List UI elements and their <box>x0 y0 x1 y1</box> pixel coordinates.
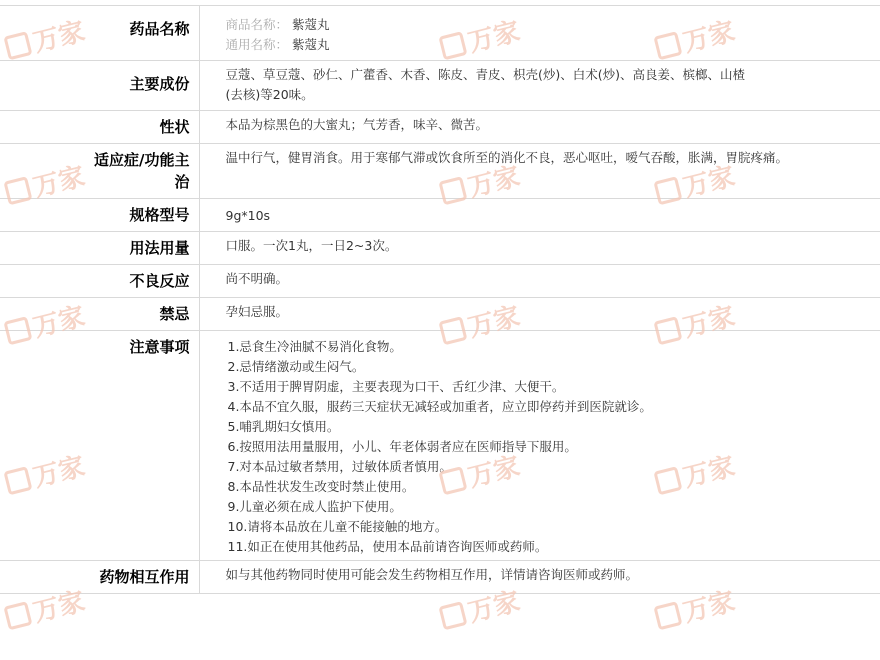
label-indications <box>0 144 199 199</box>
row-usage <box>0 232 880 265</box>
watermark-text: 万家 <box>680 300 738 343</box>
row-properties <box>0 111 880 144</box>
label-adverse: 不良反应 <box>0 265 199 298</box>
value-properties: 本品为棕黑色的大蜜丸；气芳香，味辛、微苦。 <box>199 111 880 144</box>
watermark-text: 万家 <box>30 585 88 628</box>
label-drug-name: 药品名称 <box>0 6 199 61</box>
label-contraindications: 禁忌 <box>0 298 199 331</box>
value-drug-name <box>199 6 880 61</box>
watermark-text: 万家 <box>680 585 738 628</box>
row-contraindications <box>0 298 880 331</box>
row-ingredients <box>0 61 880 111</box>
row-interactions <box>0 561 880 594</box>
label-usage: 用法用量 <box>0 232 199 265</box>
generic-name-value: 紫蔻丸 <box>292 37 330 52</box>
precaution-item: 4.本品不宜久服，服药三天症状无减轻或加重者，应立即停药并到医院就诊。 <box>227 399 652 414</box>
label-properties: 性状 <box>0 111 199 144</box>
label-ingredients: 主要成份 <box>0 61 199 111</box>
precaution-item: 3.不适用于脾胃阴虚，主要表现为口干、舌红少津、大便干。 <box>227 379 565 394</box>
watermark-mark-icon <box>3 601 32 630</box>
generic-name-key: 通用名称： <box>225 37 289 52</box>
row-precautions <box>0 331 880 561</box>
row-spec <box>0 199 880 232</box>
precaution-item: 11.如正在使用其他药品，使用本品前请咨询医师或药师。 <box>227 539 548 554</box>
watermark-text: 万家 <box>465 15 523 58</box>
watermark-text: 万家 <box>30 300 88 343</box>
trade-name-line <box>226 15 871 35</box>
precaution-item: 10.请将本品放在儿童不能接触的地方。 <box>227 519 448 534</box>
value-usage: 口服。一次1丸，一日2~3次。 <box>199 232 880 265</box>
value-interactions: 如与其他药物同时使用可能会发生药物相互作用，详情请咨询医师或药师。 <box>199 561 880 594</box>
precaution-item: 9.儿童必须在成人监护下使用。 <box>227 499 402 514</box>
precaution-item: 8.本品性状发生改变时禁止使用。 <box>227 479 415 494</box>
watermark-text: 万家 <box>30 160 88 203</box>
value-spec: 9g*10s <box>199 199 880 232</box>
watermark-text: 万家 <box>465 300 523 343</box>
watermark-text: 万家 <box>465 585 523 628</box>
row-indications <box>0 144 880 199</box>
value-adverse: 尚不明确。 <box>199 265 880 298</box>
value-ingredients: 豆蔻、草豆蔻、砂仁、广藿香、木香、陈皮、青皮、枳壳(炒)、白术(炒)、高良姜、槟榔、山楂(去核)等20味。 <box>199 61 880 111</box>
precaution-item: 1.忌食生冷油腻不易消化食物。 <box>227 339 402 354</box>
row-adverse <box>0 265 880 298</box>
watermark-mark-icon <box>653 601 682 630</box>
watermark-text: 万家 <box>680 450 738 493</box>
value-precautions <box>199 331 880 561</box>
watermark-mark-icon <box>438 601 467 630</box>
watermark-text: 万家 <box>680 160 738 203</box>
precaution-item: 2.忌情绪激动或生闷气。 <box>227 359 365 374</box>
generic-name-line <box>226 35 871 55</box>
label-indications-line2: 治 <box>174 173 190 191</box>
label-spec: 规格型号 <box>0 199 199 232</box>
trade-name-key: 商品名称： <box>225 17 289 32</box>
precaution-item: 5.哺乳期妇女慎用。 <box>227 419 340 434</box>
label-precautions: 注意事项 <box>0 331 199 561</box>
label-indications-line1: 适应症/功能主 <box>94 151 190 169</box>
drug-spec-table <box>0 5 880 594</box>
precaution-item: 7.对本品过敏者禁用，过敏体质者慎用。 <box>227 459 452 474</box>
watermark-text: 万家 <box>680 15 738 58</box>
row-drug-name <box>0 6 880 61</box>
trade-name-value: 紫蔻丸 <box>292 17 330 32</box>
value-contraindications: 孕妇忌服。 <box>199 298 880 331</box>
watermark-text: 万家 <box>30 450 88 493</box>
watermark-text: 万家 <box>465 450 523 493</box>
value-indications: 温中行气，健胃消食。用于寒郁气滞或饮食所至的消化不良，恶心呕吐，嗳气吞酸，胀满，胃脘疼痛。 <box>199 144 880 199</box>
label-interactions: 药物相互作用 <box>0 561 199 594</box>
precaution-item: 6.按照用法用量服用，小儿、年老体弱者应在医师指导下服用。 <box>227 439 577 454</box>
precaution-list <box>224 337 871 557</box>
watermark-text: 万家 <box>465 160 523 203</box>
watermark-text: 万家 <box>30 15 88 58</box>
